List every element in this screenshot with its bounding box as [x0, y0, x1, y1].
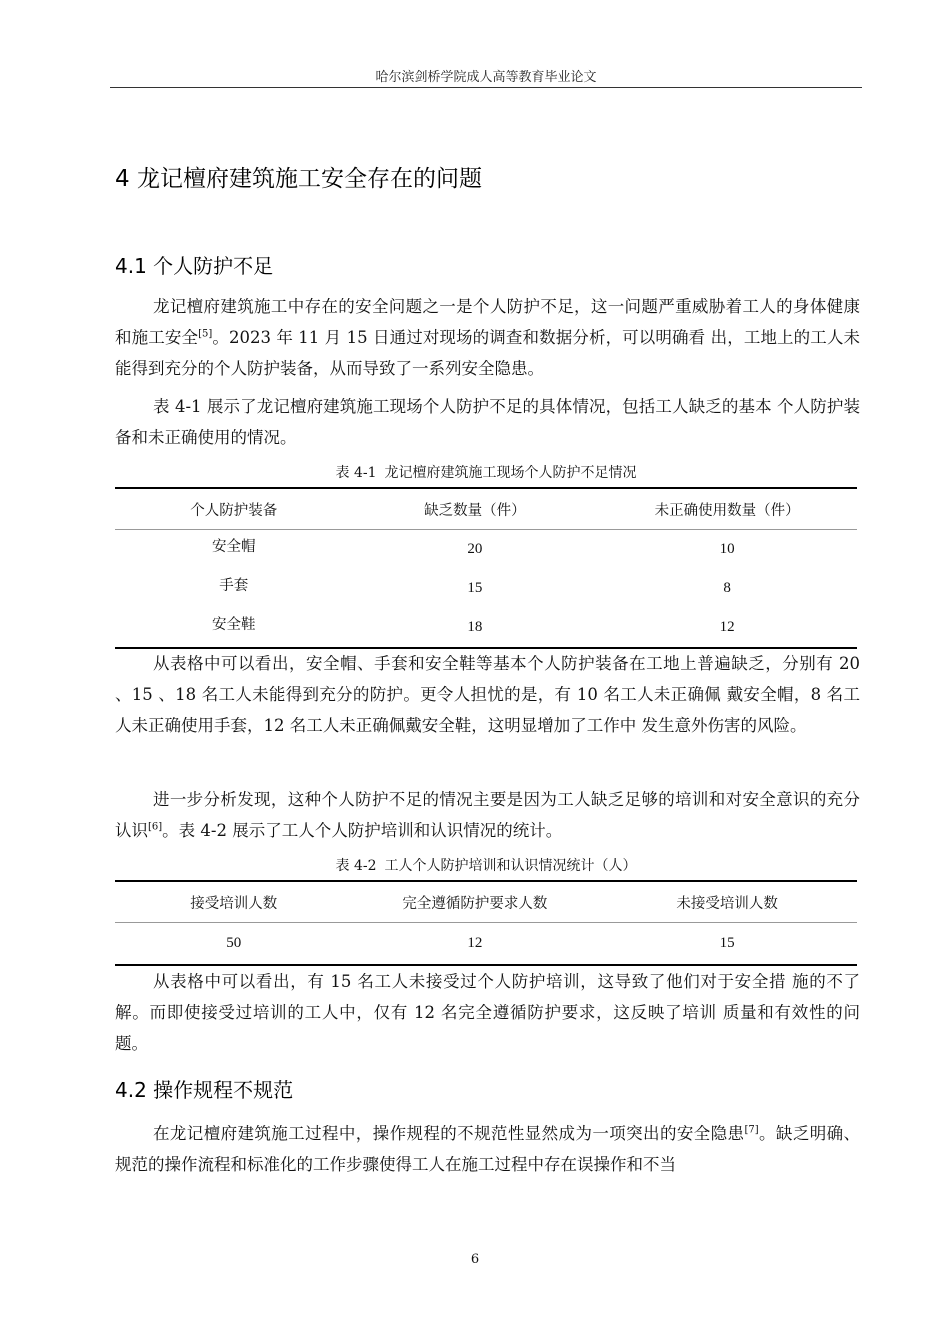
table-cell: 50	[115, 923, 352, 966]
table2-caption	[110, 855, 862, 875]
section-heading-4-1: 4.1 个人防护不足	[115, 254, 274, 278]
table-ppe-shortage	[115, 487, 857, 649]
running-header: 哈尔滨剑桥学院成人高等教育毕业论文	[375, 70, 597, 85]
column-header: 接受培训人数	[115, 881, 352, 923]
table-row	[115, 569, 857, 608]
paragraph-table1-analysis: 从表格中可以看出，安全帽、手套和安全鞋等基本个人防护装备在工地上普遍缺乏，分别有 20 、15 、18 名工人未能得到充分的防护。更令人担忧的是，有 10 名工人未正确佩 戴安全帽，8 名工人未正确使用手套，12 名工人未正确佩戴安全鞋，这明显增加了工作中 发生意外伤害的风险。	[115, 654, 860, 735]
paragraph-text: 龙记檀府建筑施工中存在的安全问题之一是个人防护不足，这一问题严重威胁着工人的身体健康和施工安全	[115, 297, 860, 347]
paragraph-4-2-intro	[115, 1118, 860, 1180]
table-cell: 20	[467, 541, 483, 557]
table-cell	[115, 569, 352, 608]
paragraph-text: 在龙记檀府建筑施工过程中，操作规程的不规范性显然成为一项突出的安全隐患	[153, 1124, 745, 1143]
table-cell: 8	[723, 580, 731, 596]
column-header: 个人防护装备	[115, 488, 352, 530]
page-number: 6	[470, 1252, 480, 1267]
table-cell	[115, 608, 352, 648]
paragraph-4-1-intro	[115, 291, 860, 384]
table-row	[115, 923, 857, 966]
table1-caption-text: 龙记檀府建筑施工现场个人防护不足情况	[384, 465, 637, 481]
header-rule	[110, 87, 862, 88]
cell-label: 安全鞋	[211, 617, 256, 633]
column-header: 完全遵循防护要求人数	[352, 881, 597, 923]
table-cell: 12	[597, 608, 857, 648]
section-heading-4-2: 4.2 操作规程不规范	[115, 1078, 294, 1102]
cell-label: 手套	[219, 578, 249, 594]
table1-caption	[110, 462, 862, 482]
table-cell: 10	[719, 541, 735, 557]
table-header-row	[115, 488, 857, 530]
column-header: 未正确使用数量（件）	[597, 488, 857, 530]
citation-ref: [7]	[744, 1124, 759, 1136]
paragraph-text: 。缺乏明确、规范的操作流程和标准化的工作步骤使得工人在施工过程中存在误操作和不当	[115, 1124, 861, 1174]
citation-ref: [6]	[148, 821, 163, 833]
cell-label: 安全帽	[211, 539, 256, 555]
table-cell: 15	[467, 580, 483, 596]
table1-caption-number: 表 4-1	[335, 465, 377, 481]
table-row	[115, 608, 857, 648]
table-training-stats	[115, 880, 857, 966]
citation-ref: [5]	[198, 328, 213, 340]
table-cell	[115, 530, 352, 570]
chapter-title: 4 龙记檀府建筑施工安全存在的问题	[115, 166, 482, 192]
table2-caption-number: 表 4-2	[335, 858, 377, 874]
paragraph-text: 。2023 年 11 月 15 日通过对现场的调查和数据分析，可以明确看 出，工地上的工人未能得到充分的个人防护装备，从而导致了一系列安全隐患。	[115, 328, 861, 378]
paragraph-table2-analysis: 从表格中可以看出，有 15 名工人未接受过个人防护培训，这导致了他们对于安全措 施的不了解。而即使接受过培训的工人中，仅有 12 名完全遵循防护要求，这反映了培训 质量和有效性的问题。	[115, 972, 860, 1053]
table-cell: 15	[597, 923, 857, 966]
paragraph-training-analysis	[115, 784, 860, 846]
paragraph-text: 进一步分析发现，这种个人防护不足的情况主要是因为工人缺乏足够的培训和对安全意识的充分认识	[115, 790, 860, 840]
table-cell: 18	[352, 608, 597, 648]
paragraph-text: 。表 4-2 展示了工人个人防护培训和认识情况的统计。	[162, 821, 563, 840]
column-header: 缺乏数量（件）	[352, 488, 597, 530]
table-header-row	[115, 881, 857, 923]
column-header: 未接受培训人数	[597, 881, 857, 923]
table-row	[115, 530, 857, 570]
table-cell: 12	[352, 923, 597, 966]
paragraph-table1-intro: 表 4-1 展示了龙记檀府建筑施工现场个人防护不足的具体情况，包括工人缺乏的基本 个人防护装备和未正确使用的情况。	[115, 397, 860, 447]
table2-caption-text: 工人个人防护培训和认识情况统计（人）	[384, 858, 637, 874]
